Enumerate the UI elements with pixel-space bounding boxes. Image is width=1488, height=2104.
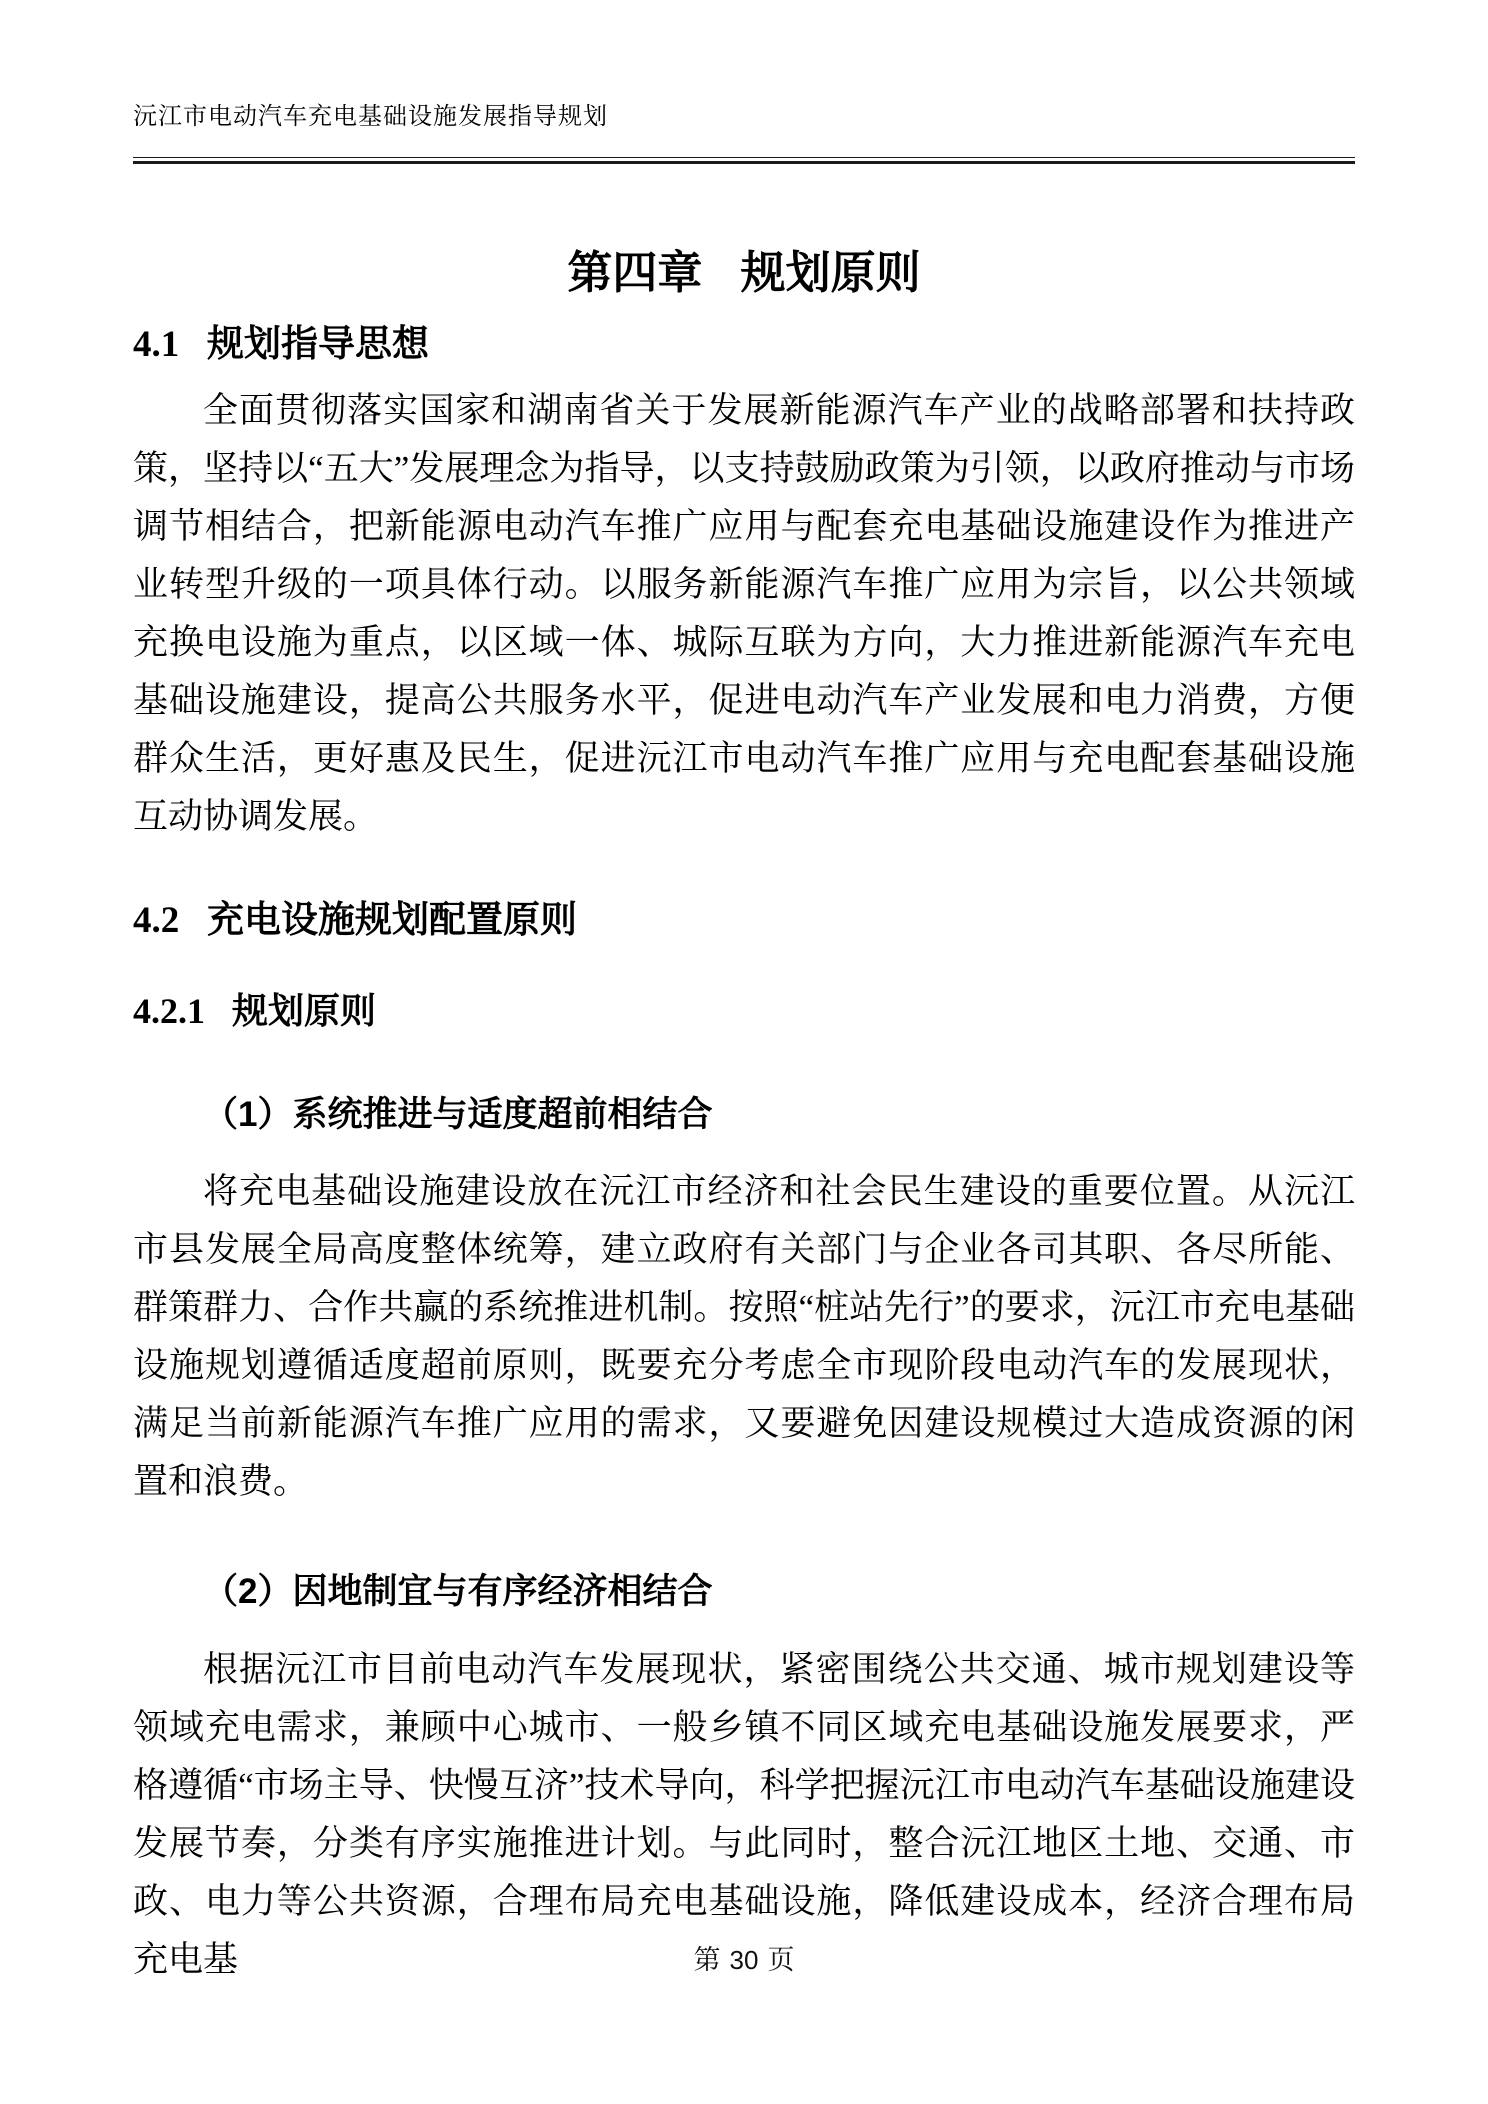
section-heading-4-1 [133, 322, 1355, 368]
paragraph-subitem-1: 将充电基础设施建设放在沅江市经济和社会民生建设的重要位置。从沅江市县发展全局高度整体统筹，建立政府有关部门与企业各司其职、各尽所能、群策群力、合作共赢的系统推进机制。按照“桩站先行”的要求，沅江市充电基础设施规划遵循适度超前原则，既要充分考虑全市现阶段电动汽车的发展现状，满足当前新能源汽车推广应用的需求，又要避免因建设规模过大造成资源的闲置和浪费。 [133, 1172, 1355, 1501]
header-rule-thin [133, 157, 1355, 158]
footer-suffix: 页 [767, 1945, 795, 1975]
section-heading-4-2-1 [133, 989, 1355, 1034]
page-footer [0, 1938, 1488, 1977]
section-title-4-2: 充电设施规划配置原则 [207, 900, 577, 942]
section-heading-4-2 [133, 898, 1355, 944]
footer-page-number: 30 [729, 1945, 759, 1975]
section-number-4-1: 4.1 [133, 324, 180, 365]
paragraph-4-1: 全面贯彻落实国家和湖南省关于发展新能源汽车产业的战略部署和扶持政策，坚持以“五大”发展理念为指导，以支持鼓励政策为引领，以政府推动与市场调节相结合，把新能源电动汽车推广应用与配套充电基础设施建设作为推进产业转型升级的一项具体行动。以服务新能源汽车推广应用为宗旨，以公共领域充换电设施为重点，以区域一体、城际互联为方向，大力推进新能源汽车充电基础设施建设，提高公共服务水平，促进电动汽车产业发展和电力消费，方便群众生活，更好惠及民生，促进沅江市电动汽车推广应用与充电配套基础设施互动协调发展。 [133, 391, 1355, 837]
paragraph-subitem-2: 根据沅江市目前电动汽车发展现状，紧密围绕公共交通、城市规划建设等领域充电需求，兼顾中心城市、一般乡镇不同区域充电基础设施发展要求，严格遵循“市场主导、快慢互济”技术导向，科学把握沅江市电动汽车基础设施建设发展节奏，分类有序实施推进计划。与此同时，整合沅江地区土地、交通、市政、电力等公共资源，合理布局充电基础设施，降低建设成本，经济合理布局充电基 [133, 1649, 1355, 1979]
chapter-title: 规划原则 [740, 248, 921, 298]
header-title: 沅江市电动汽车充电基础设施发展指导规划 [133, 104, 608, 130]
subitem-heading-2: （2）因地制宜与有序经济相结合 [203, 1572, 713, 1611]
footer-prefix: 第 [693, 1945, 721, 1975]
section-title-4-2-1: 规划原则 [232, 990, 377, 1031]
chapter-heading [133, 246, 1355, 300]
section-title-4-1: 规划指导思想 [207, 324, 429, 365]
page-header [133, 96, 1355, 164]
subitem-heading-1: （1）系统推进与适度超前相结合 [203, 1094, 713, 1134]
section-number-4-2: 4.2 [133, 900, 180, 942]
header-rule-thick [133, 161, 1355, 164]
section-number-4-2-1: 4.2.1 [133, 990, 205, 1031]
chapter-number: 第四章 [567, 248, 703, 298]
